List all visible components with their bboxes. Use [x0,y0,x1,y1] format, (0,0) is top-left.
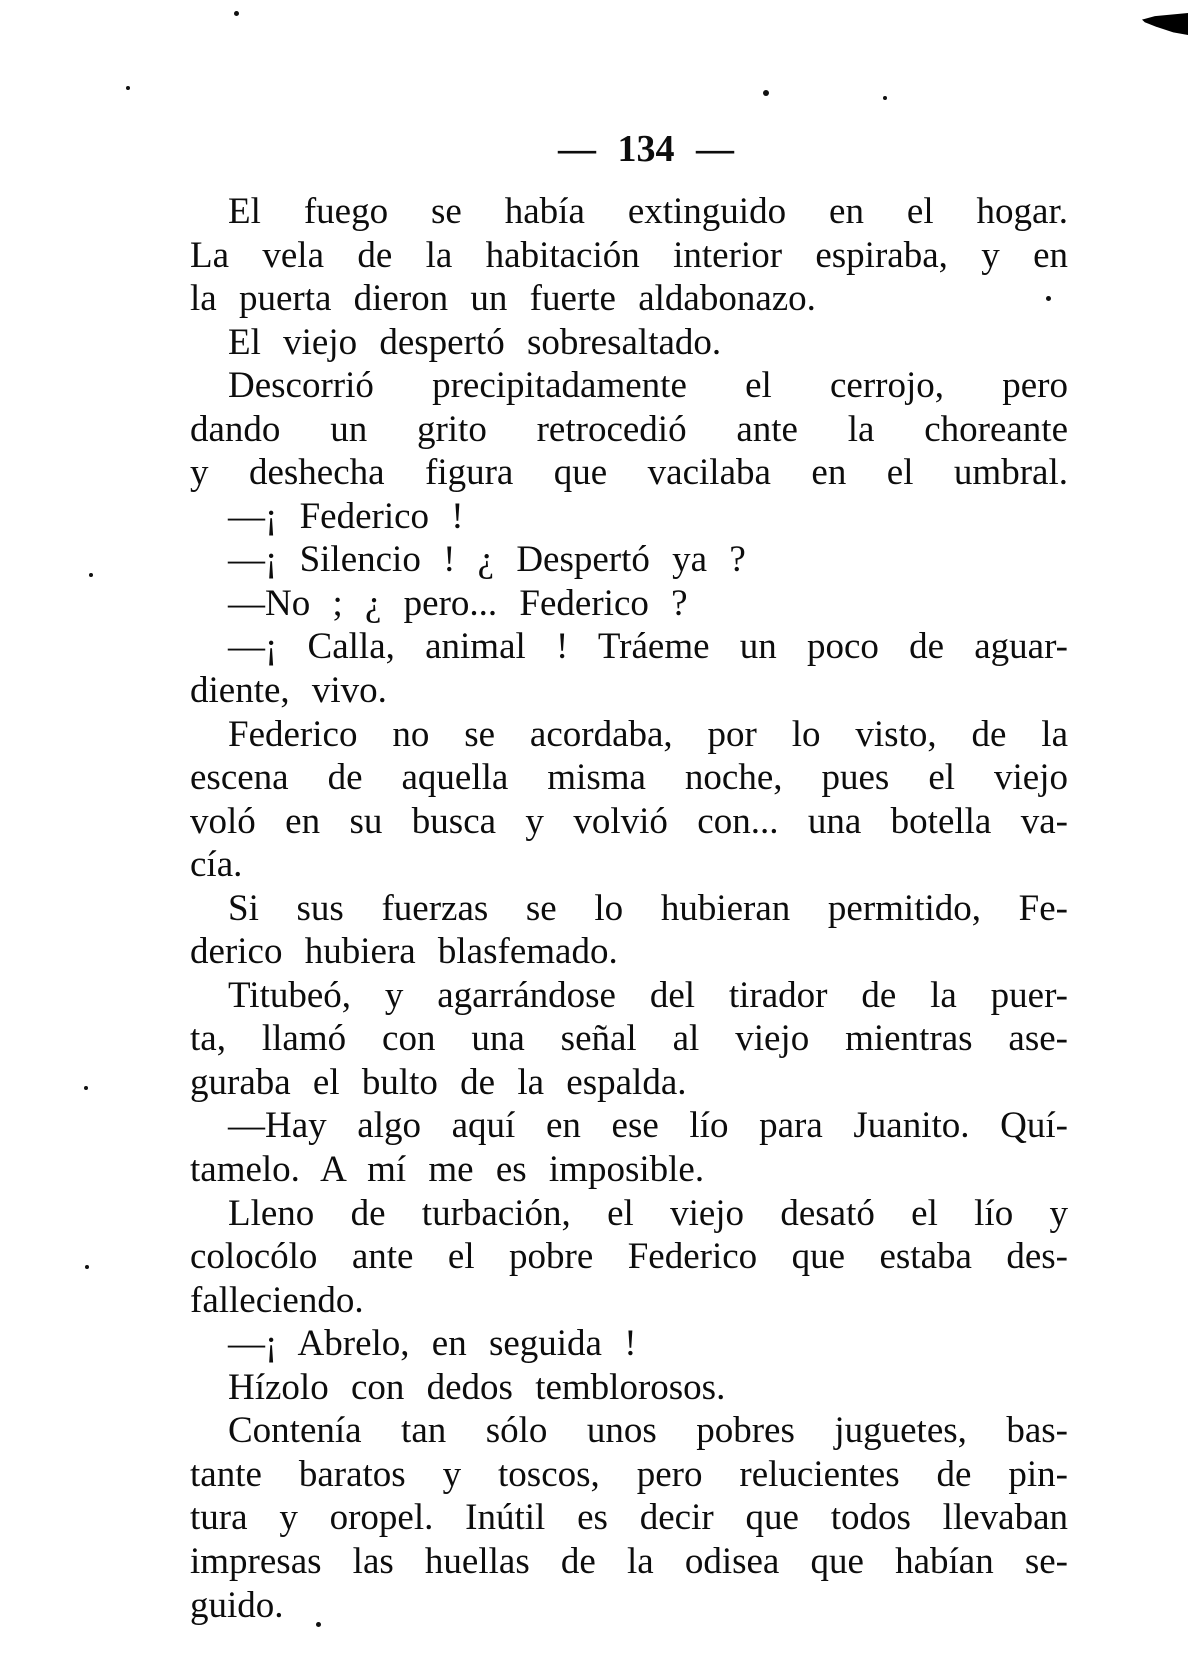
text-line: Descorrió precipitadamente el cerrojo, pero [228,365,1068,407]
text-line: —¡ Abrelo, en seguida ! [228,1323,637,1365]
text-line: Titubeó, y agarrándose del tirador de la puer- [228,974,1068,1016]
scan-speck [84,1086,88,1090]
scan-speck [234,11,239,16]
text-line: —No ; ¿ pero... Federico ? [228,582,688,624]
text-line: impresas las huellas de la odisea que habían se- [190,1540,1068,1582]
text-line: tante baratos y toscos, pero relucientes de pin- [190,1453,1068,1495]
scan-artifact-corner-blot [1142,13,1188,35]
text-line: —Hay algo aquí en ese lío para Juanito. Quí- [228,1105,1068,1147]
scan-speck [126,86,130,90]
text-line: tura y oropel. Inútil es decir que todos llevaban [190,1497,1068,1539]
text-line: guido. [190,1584,284,1626]
text-line: ta, llamó con una señal al viejo mientras ase- [190,1018,1068,1060]
text-line: la puerta dieron un fuerte aldabonazo. [190,278,816,320]
scan-speck [1046,296,1051,301]
text-line: El viejo despertó sobresaltado. [228,321,722,363]
text-line: Hízolo con dedos temblorosos. [228,1366,726,1408]
text-line: El fuego se había extinguido en el hogar. [228,191,1068,232]
text-line: La vela de la habitación interior espiraba, y en [190,234,1068,276]
text-line: Lleno de turbación, el viejo desató el lío y [228,1192,1068,1234]
text-line: diente, vivo. [190,670,387,712]
text-line: Contenía tan sólo unos pobres juguetes, bas- [228,1410,1068,1452]
text-line: y deshecha figura que vacilaba en el umbral. [190,452,1068,494]
text-block [190,190,1068,1627]
text-line: cía. [190,844,243,886]
scan-speck [316,1622,321,1627]
text-line: —¡ Federico ! [228,495,464,537]
text-line: voló en su busca y volvió con... una botella va- [190,800,1068,842]
scan-speck [763,90,769,96]
text-line: —¡ Silencio ! ¿ Despertó ya ? [228,539,746,581]
text-line: tamelo. A mí me es imposible. [190,1149,705,1191]
scan-speck [89,573,93,577]
scan-speck [883,96,887,100]
text-line: Si sus fuerzas se lo hubieran permitido, Fe- [228,887,1068,929]
page-number-header: — 134 — [558,128,734,170]
text-line: Federico no se acordaba, por lo visto, de la [228,713,1068,755]
text-line: dando un grito retrocedió ante la choreante [190,408,1068,450]
text-line: —¡ Calla, animal ! Tráeme un poco de aguar- [228,626,1068,668]
scan-speck [85,1265,89,1269]
text-line: falleciendo. [190,1279,364,1321]
text-line: derico hubiera blasfemado. [190,931,618,973]
text-line: guraba el bulto de la espalda. [190,1061,687,1103]
text-line: escena de aquella misma noche, pues el viejo [190,757,1068,799]
text-line: colocólo ante el pobre Federico que estaba des- [190,1236,1068,1278]
